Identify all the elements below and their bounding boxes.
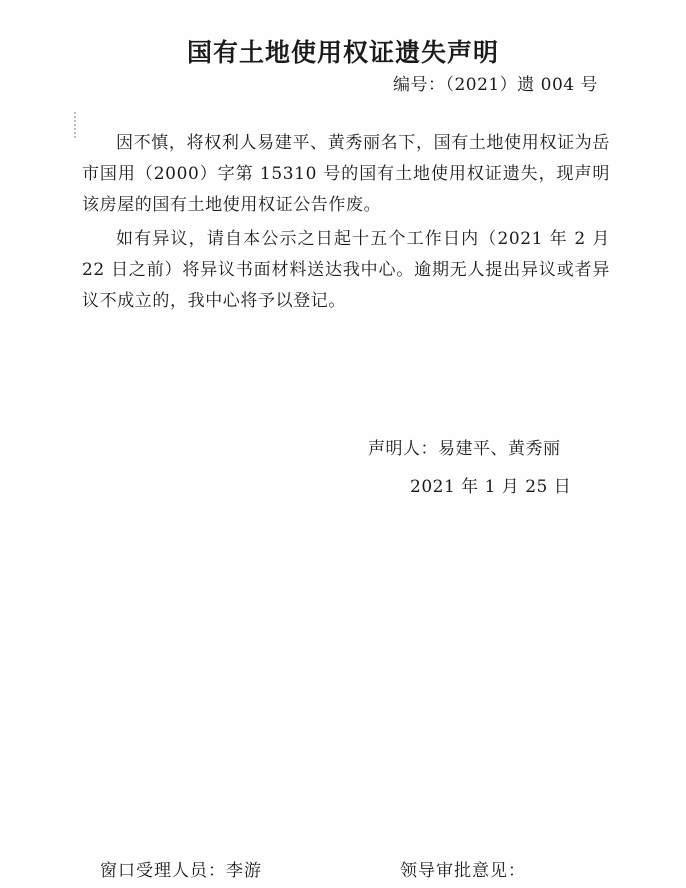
- document-number: 编号：（2021）遗 004 号: [392, 75, 598, 95]
- leader-approval-field: 领导审批意见：: [400, 861, 526, 881]
- paragraph-loss-statement: 因不慎，将权利人易建平、黄秀丽名下，国有土地使用权证为岳市国用（2000）字第 15310 号的国有土地使用权证遗失，现声明该房屋的国有土地使用权证公告作废。: [82, 133, 610, 215]
- document-title: 国有土地使用权证遗失声明: [186, 38, 499, 67]
- document-body: [82, 128, 610, 317]
- declaration-date: 2021 年 1 月 25 日: [410, 477, 572, 497]
- scan-artifact: [74, 112, 76, 138]
- declarant-line: 声明人：易建平、黄秀丽: [368, 439, 561, 459]
- paragraph-objection-notice: 如有异议，请自本公示之日起十五个工作日内（2021 年 2 月 22 日之前）将异议书面材料送达我中心。逾期无人提出异议或者异议不成立的，我中心将予以登记。: [82, 229, 610, 311]
- window-staff-field: 窗口受理人员：李游: [100, 861, 262, 881]
